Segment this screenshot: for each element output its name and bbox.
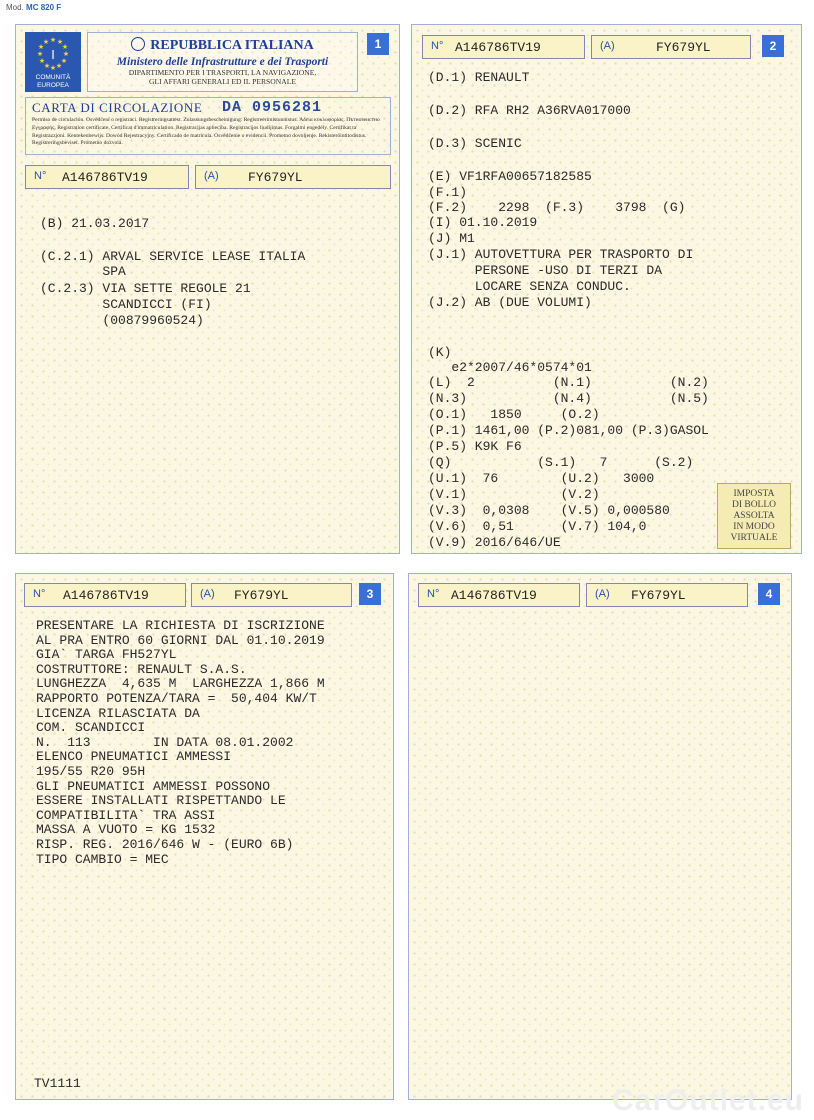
plate-field [191, 583, 352, 607]
page-2-panel [411, 24, 802, 554]
carta-title: CARTA DI CIRCOLAZIONE [32, 100, 203, 115]
text-line: (V.6) 0,51 (V.7) 104,0 [428, 519, 647, 534]
svg-text:★: ★ [49, 64, 57, 72]
republic-header [87, 32, 358, 92]
page-number-badge: 4 [758, 583, 780, 605]
text-line: (B) 21.03.2017 [40, 216, 150, 231]
text-line: (E) VF1RFA00657182585 [428, 169, 592, 184]
n-label: N° [34, 170, 47, 182]
ministry-name: Ministero delle Infrastrutture e dei Trasporti [116, 56, 329, 68]
eu-flag [25, 32, 81, 92]
text-line: (K) [428, 345, 452, 360]
a-label: (A) [600, 40, 615, 52]
text-line: LUNGHEZZA 4,635 M LARGHEZZA 1,866 M [36, 676, 325, 692]
republic-name: REPUBBLICA ITALIANA [150, 38, 314, 53]
department-line-2: GLI AFFARI GENERALI ED IL PERSONALE [148, 77, 297, 86]
doc-number-value: A146786TV19 [62, 170, 148, 185]
text-line: (D.1) RENAULT [428, 70, 530, 85]
text-line: (N.3) (N.4) (N.5) [428, 391, 709, 406]
imposta-line: ASSOLTA [733, 511, 775, 521]
doc-number-field [422, 35, 585, 59]
text-line: GLI PNEUMATICI AMMESSI POSSONO [36, 778, 271, 794]
text-line: MASSA A VUOTO = KG 1532 [36, 822, 216, 838]
text-line: AL PRA ENTRO 60 GIORNI DAL 01.10.2019 [36, 632, 325, 648]
svg-text:★: ★ [55, 62, 63, 70]
text-line: TIPO CAMBIO = MEC [36, 851, 169, 867]
plate-value: FY679YL [631, 588, 686, 603]
carta-box [25, 97, 391, 155]
text-line: ELENCO PNEUMATICI AMMESSI [36, 749, 232, 765]
svg-text:★: ★ [38, 57, 46, 65]
n-label: N° [431, 40, 444, 52]
text-line: 195/55 R20 95H [36, 764, 146, 779]
text-line: (V.3) 0,0308 (V.5) 0,000580 [428, 503, 670, 518]
text-line: (I) 01.10.2019 [428, 215, 538, 230]
svg-text:★: ★ [36, 50, 44, 58]
text-line: SPA [40, 264, 126, 279]
text-line: (00879960524) [40, 313, 204, 328]
emblem-icon [131, 37, 145, 51]
text-line: (J.2) AB (DUE VOLUMI) [428, 295, 592, 310]
text-line: COMPATIBILITA` TRA ASSI [36, 807, 216, 823]
plate-value: FY679YL [656, 40, 711, 55]
text-line: (D.2) RFA RH2 A36RVA017000 [428, 103, 631, 118]
text-line: LOCARE SENZA CONDUC. [428, 279, 631, 294]
text-line: RISP. REG. 2016/646 W - (EURO 6B) [36, 837, 294, 852]
n-label: N° [33, 588, 46, 600]
text-line: (P.5) K9K F6 [428, 439, 522, 454]
department-line-1: DIPARTIMENTO PER I TRASPORTI, LA NAVIGAZIONE, [128, 68, 317, 77]
svg-text:★: ★ [61, 43, 69, 51]
doc-number-value: A146786TV19 [63, 588, 149, 603]
imposta-line: VIRTUALE [730, 533, 778, 543]
page-3-panel [15, 573, 394, 1100]
text-line: (F.1) [428, 185, 468, 200]
text-line: SCANDICCI (FI) [40, 297, 212, 312]
text-line: (O.1) 1850 (O.2) [428, 407, 600, 422]
text-line: (C.2.1) ARVAL SERVICE LEASE ITALIA [40, 249, 306, 264]
watermark-logo: CarOutlet.eu [611, 1084, 804, 1117]
doc-number-field [418, 583, 580, 607]
page-number-badge: 1 [367, 33, 389, 55]
republic-title [88, 37, 357, 54]
n-label: N° [427, 588, 440, 600]
svg-text:★: ★ [56, 38, 64, 46]
text-line: (F.2) 2298 (F.3) 3798 (G) [428, 200, 686, 215]
text-line: (J) M1 [428, 231, 475, 246]
eu-label-1: COMUNITÀ [35, 74, 71, 81]
form-code [6, 3, 61, 12]
eu-label-2: EUROPEA [37, 82, 69, 89]
imposta-line: IMPOSTA [733, 489, 775, 499]
doc-number-field [24, 583, 186, 607]
svg-text:★: ★ [43, 62, 51, 70]
text-line: (D.3) SCENIC [428, 136, 522, 151]
text-line: GIA` TARGA FH527YL [36, 647, 177, 663]
text-line: (L) 2 (N.1) (N.2) [428, 375, 709, 390]
svg-text:★: ★ [49, 36, 57, 44]
page-number-badge: 2 [762, 35, 784, 57]
form-prefix: Mod. [6, 3, 24, 12]
text-line: COM. SCANDICCI [36, 720, 146, 736]
text-line: (J.1) AUTOVETTURA PER TRASPORTO DI [428, 247, 694, 262]
text-line: PERSONE -USO DI TERZI DA [428, 263, 663, 278]
text-line: COSTRUTTORE: RENAULT S.A.S. [36, 661, 247, 677]
plate-field [586, 583, 748, 607]
text-line: (Q) (S.1) 7 (S.2) [428, 455, 694, 470]
plate-value: FY679YL [248, 170, 303, 185]
doc-number-field [25, 165, 189, 189]
imposta-line: IN MODO [733, 522, 775, 532]
text-line: (U.1) 76 (U.2) 3000 [428, 471, 655, 486]
svg-text:★: ★ [42, 38, 50, 46]
plate-value: FY679YL [234, 588, 289, 603]
doc-number-value: A146786TV19 [451, 588, 537, 603]
text-line: (C.2.3) VIA SETTE REGOLE 21 [40, 281, 251, 296]
text-line: LICENZA RILASCIATA DA [36, 705, 200, 721]
text-line: PRESENTARE LA RICHIESTA DI ISCRIZIONE [36, 618, 325, 633]
svg-text:★: ★ [62, 50, 70, 58]
plate-field [195, 165, 391, 189]
plate-field [591, 35, 751, 59]
page-1-panel [15, 24, 400, 554]
text-line: (P.1) 1461,00 (P.2)081,00 (P.3)GASOL [428, 423, 709, 438]
doc-number-value: A146786TV19 [455, 40, 541, 55]
form-code-value: MC 820 F [26, 3, 62, 12]
text-line: RAPPORTO POTENZA/TARA = 50,404 KW/T [36, 691, 317, 706]
text-line: e2*2007/46*0574*01 [428, 360, 592, 375]
a-label: (A) [595, 588, 610, 600]
carta-translations: Permiso de circulación. Osvědčení o registraci. Registreringsattest. Zulassungsbescheinigung. Registreerimistunnistus. Άδεια κυκλοφορίας. Пътнозеистно Εγγραφής. Registration certificate. Certificat d'immatriculation. Registracijas apliecība. Registracijos liudijimas. Forgalmi engedély. Certifikat ta' Registrazzjoni. Kentekenbewijs. Dowód Rejestracyjny. Certificado de matrícula. Osvědčenie o evidencii. Prometno dovoljenje. Rekisteröintitodistus. Registreringsbeviset. Prometno dozvola. [32, 117, 380, 147]
svg-text:★: ★ [60, 57, 68, 65]
a-label: (A) [204, 170, 219, 182]
a-label: (A) [200, 588, 215, 600]
imposta-line: DI BOLLO [731, 500, 777, 510]
svg-text:I: I [51, 48, 55, 62]
text-line: ESSERE INSTALLATI RISPETTANDO LE [36, 793, 286, 809]
svg-text:★: ★ [37, 43, 45, 51]
footer-code: TV1111 [34, 1076, 81, 1091]
carta-number: DA 0956281 [222, 99, 323, 116]
page-number-badge: 3 [359, 583, 381, 605]
text-line: (V.1) (V.2) [428, 487, 600, 502]
eu-stars-icon [33, 34, 73, 72]
page-4-panel [408, 573, 792, 1100]
text-line: N. 113 IN DATA 08.01.2002 [36, 734, 294, 750]
imposta-stamp [717, 483, 791, 549]
text-line: (V.9) 2016/646/UE [428, 535, 561, 550]
